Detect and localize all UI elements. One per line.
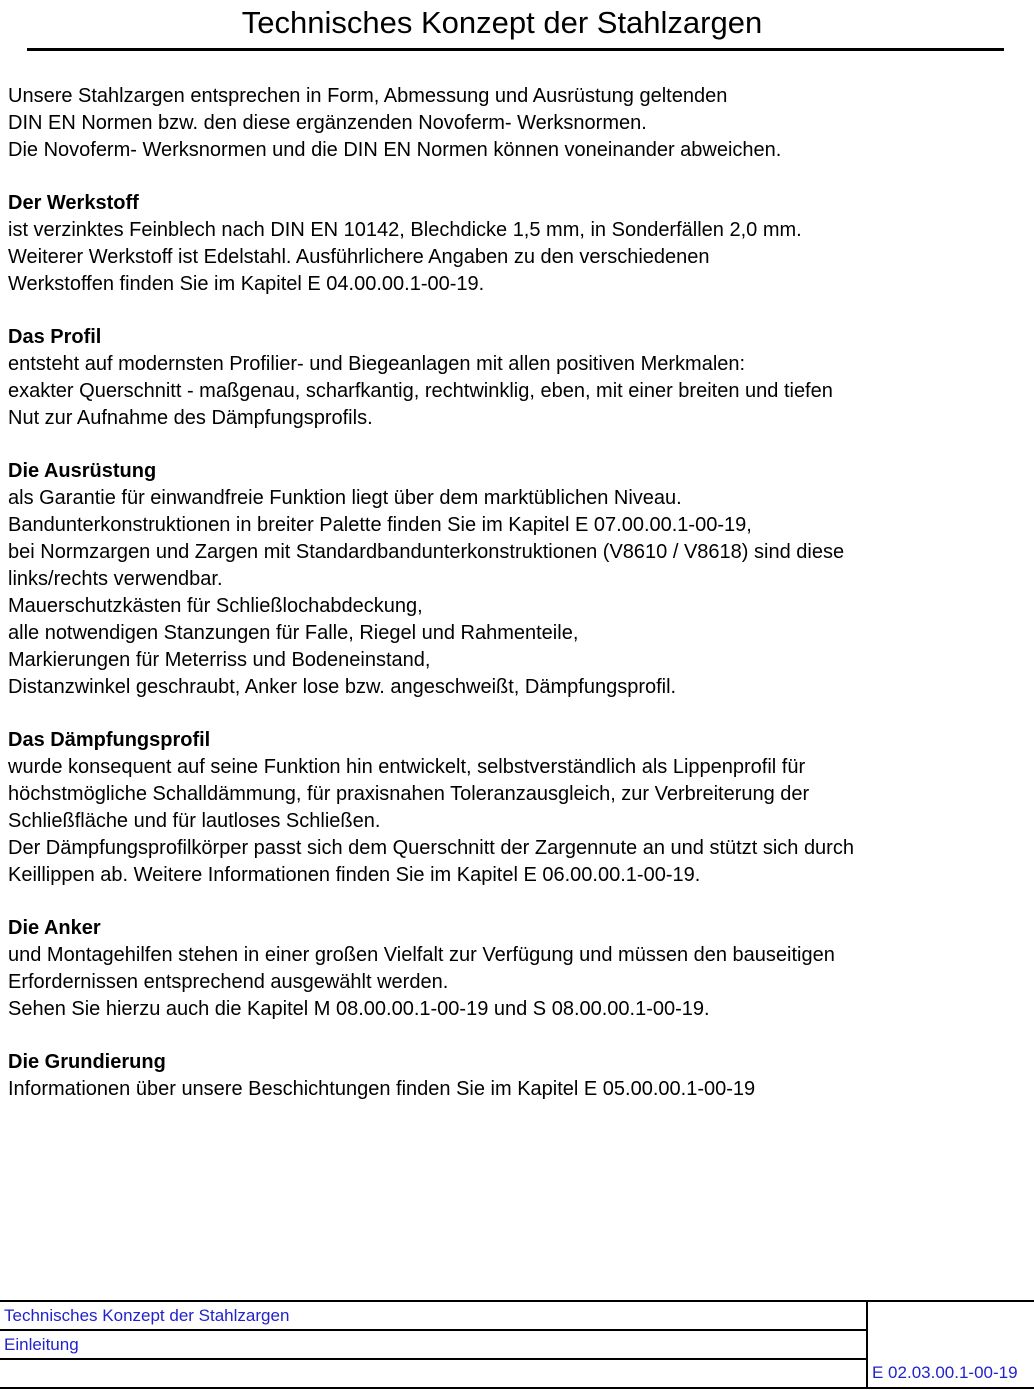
section-die-ausruestung — [8, 458, 1026, 701]
section-line: links/rechts verwendbar. — [8, 568, 223, 590]
section-line: Distanzwinkel geschraubt, Anker lose bzw. angeschweißt, Dämpfungsprofil. — [8, 676, 677, 698]
section-line: wurde konsequent auf seine Funktion hin entwickelt, selbstverständlich als Lippenprofil für — [8, 756, 806, 778]
section-heading: Das Dämpfungsprofil — [8, 729, 211, 751]
section-line: Informationen über unsere Beschichtungen finden Sie im Kapitel E 05.00.00.1-00-19 — [8, 1078, 756, 1100]
section-line: Keillippen ab. Weitere Informationen finden Sie im Kapitel E 06.00.00.1-00-19. — [8, 864, 701, 886]
section-line: exakter Querschnitt - maßgenau, scharfkantig, rechtwinklig, eben, mit einer breiten und tiefen — [8, 380, 833, 402]
footer-table — [0, 1300, 1034, 1389]
footer-cell-subtitle — [0, 1330, 867, 1359]
page-title: Technisches Konzept der Stahlzargen — [241, 5, 763, 40]
footer-row-title — [0, 1301, 1034, 1330]
intro-line: Die Novoferm- Werksnormen und die DIN EN Normen können voneinander abweichen. — [8, 139, 782, 161]
section-line: Sehen Sie hierzu auch die Kapitel M 08.00.00.1-00-19 und S 08.00.00.1-00-19. — [8, 998, 710, 1020]
title-divider-rule — [27, 48, 1004, 51]
section-die-anker — [8, 915, 1026, 1023]
section-line: alle notwendigen Stanzungen für Falle, Riegel und Rahmenteile, — [8, 622, 579, 644]
footer-cell-title-code — [867, 1301, 1034, 1330]
section-line: Mauerschutzkästen für Schließlochabdeckung, — [8, 595, 423, 617]
intro-paragraph — [8, 83, 1026, 164]
section-das-profil — [8, 324, 1026, 432]
section-line: Markierungen für Meterriss und Bodeneinstand, — [8, 649, 431, 671]
footer-cell-subtitle-code — [867, 1330, 1034, 1359]
section-das-daempfungsprofil — [8, 727, 1026, 889]
section-heading: Die Anker — [8, 917, 101, 939]
section-line: Erfordernissen entsprechend ausgewählt werden. — [8, 971, 449, 993]
footer-cell-reference-code — [867, 1359, 1034, 1388]
section-heading: Die Ausrüstung — [8, 460, 157, 482]
section-die-grundierung — [8, 1049, 1026, 1103]
section-line: ist verzinktes Feinblech nach DIN EN 10142, Blechdicke 1,5 mm, in Sonderfällen 2,0 mm. — [8, 219, 802, 241]
footer-subtitle-text: Einleitung — [4, 1334, 79, 1354]
footer-cell-document-title — [0, 1301, 867, 1330]
footer-document-title-text: Technisches Konzept der Stahlzargen — [4, 1305, 290, 1325]
section-line: entsteht auf modernsten Profilier- und Biegeanlagen mit allen positiven Merkmalen: — [8, 353, 746, 375]
section-line: Schließfläche und für lautloses Schließen. — [8, 810, 381, 832]
footer-row-subtitle — [0, 1330, 1034, 1359]
section-line: Werkstoffen finden Sie im Kapitel E 04.00.00.1-00-19. — [8, 273, 485, 295]
section-line: und Montagehilfen stehen in einer großen Vielfalt zur Verfügung und müssen den bauseitigen — [8, 944, 835, 966]
section-heading: Der Werkstoff — [8, 192, 139, 214]
intro-line: Unsere Stahlzargen entsprechen in Form, Abmessung und Ausrüstung geltenden — [8, 85, 728, 107]
document-body — [8, 83, 1026, 1103]
document-header — [0, 0, 1034, 42]
footer-reference-code-text: E 02.03.00.1-00-19 — [872, 1363, 1018, 1382]
footer-cell-empty — [0, 1359, 867, 1388]
section-line: Weiterer Werkstoff ist Edelstahl. Ausführlichere Angaben zu den verschiedenen — [8, 246, 710, 268]
intro-line: DIN EN Normen bzw. den diese ergänzenden Novoferm- Werksnormen. — [8, 112, 647, 134]
section-line: Nut zur Aufnahme des Dämpfungsprofils. — [8, 407, 373, 429]
section-line: Bandunterkonstruktionen in breiter Palette finden Sie im Kapitel E 07.00.00.1-00-19, — [8, 514, 752, 536]
section-line: Der Dämpfungsprofilkörper passt sich dem Querschnitt der Zargennute an und stützt sich durch — [8, 837, 854, 859]
footer-row-reference — [0, 1359, 1034, 1388]
section-heading: Die Grundierung — [8, 1051, 166, 1073]
section-line: als Garantie für einwandfreie Funktion liegt über dem marktüblichen Niveau. — [8, 487, 682, 509]
section-line: bei Normzargen und Zargen mit Standardbandunterkonstruktionen (V8610 / V8618) sind diese — [8, 541, 845, 563]
section-line: höchstmögliche Schalldämmung, für praxisnahen Toleranzausgleich, zur Verbreiterung der — [8, 783, 810, 805]
section-heading: Das Profil — [8, 326, 102, 348]
section-der-werkstoff — [8, 190, 1026, 298]
